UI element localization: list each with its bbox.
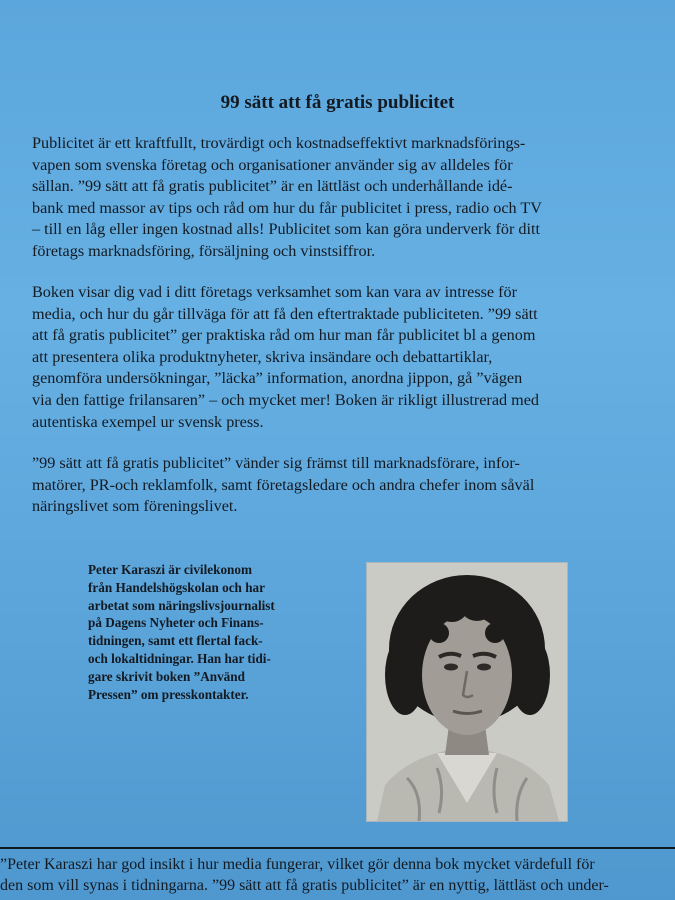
text-line: företags marknadsföring, försäljning och vinstsiffror. xyxy=(32,241,376,260)
bio-line: tidningen, samt ett flertal fack- xyxy=(88,633,263,649)
divider-line xyxy=(0,847,675,849)
bio-line: från Handelshögskolan och har xyxy=(88,579,265,595)
author-photo xyxy=(366,562,568,822)
review-quote xyxy=(0,854,675,896)
bio-line: Peter Karaszi är civilekonom xyxy=(88,562,252,577)
bio-line: på Dagens Nyheter och Finans- xyxy=(88,615,264,631)
text-line: bank med massor av tips och råd om hur du får publicitet i press, radio och TV xyxy=(32,198,542,217)
description-paragraph-1 xyxy=(32,133,644,263)
text-line: näringslivet som föreningslivet. xyxy=(32,497,238,516)
quote-line: den som vill synas i tidningarna. ”99 sätt att få gratis publicitet” är en nyttig, lättläst och under- xyxy=(0,877,609,894)
text-line: ”99 sätt att få gratis publicitet” vänder sig främst till marknadsförare, infor- xyxy=(32,454,520,472)
text-line: vapen som svenska företag och organisationer använder sig av alldeles för xyxy=(32,155,513,174)
description-paragraph-2 xyxy=(32,282,644,433)
text-line: att få gratis publicitet” ger praktiska råd om hur man får publicitet bl a genom xyxy=(32,326,536,345)
text-line: matörer, PR-och reklamfolk, samt företagsledare och andra chefer inom såväl xyxy=(32,475,535,494)
bio-line: gare skrivit boken ”Använd xyxy=(88,668,245,684)
text-line: genomföra undersökningar, ”läcka” information, anordna jippon, gå ”vägen xyxy=(32,369,523,388)
text-line: via den fattige frilansaren” – och mycket mer! Boken är rikligt illustrerad med xyxy=(32,390,540,409)
author-bio xyxy=(88,561,330,703)
author-portrait-icon xyxy=(367,563,567,821)
text-line: autentiska exempel ur svensk press. xyxy=(32,412,264,431)
text-line: Boken visar dig vad i ditt företags verksamhet som kan vara av intresse för xyxy=(32,283,518,301)
text-line: – till en låg eller ingen kostnad alls! Publicitet som kan göra underverk för ditt xyxy=(32,220,540,239)
text-line: Publicitet är ett kraftfullt, trovärdigt och kostnadseffektivt marknadsförings- xyxy=(32,134,526,152)
bio-line: Pressen” om presskontakter. xyxy=(88,686,249,702)
description-paragraph-3 xyxy=(32,453,644,518)
bio-line: arbetat som näringslivsjournalist xyxy=(88,597,275,613)
bio-line: och lokaltidningar. Han har tidi- xyxy=(88,650,271,666)
book-title: 99 sätt att få gratis publicitet xyxy=(220,92,455,113)
text-line: sällan. ”99 sätt att få gratis publicitet” är en lättläst och underhållande idé- xyxy=(32,177,513,196)
text-line: att presentera olika produktnyheter, skriva insändare och debattartiklar, xyxy=(32,347,493,366)
text-line: media, och hur du går tillväga för att få den eftertraktade publiciteten. ”99 sätt xyxy=(32,304,538,323)
quote-line: ”Peter Karaszi har god insikt i hur media fungerar, vilket gör denna bok mycket värdefull för xyxy=(0,856,595,873)
